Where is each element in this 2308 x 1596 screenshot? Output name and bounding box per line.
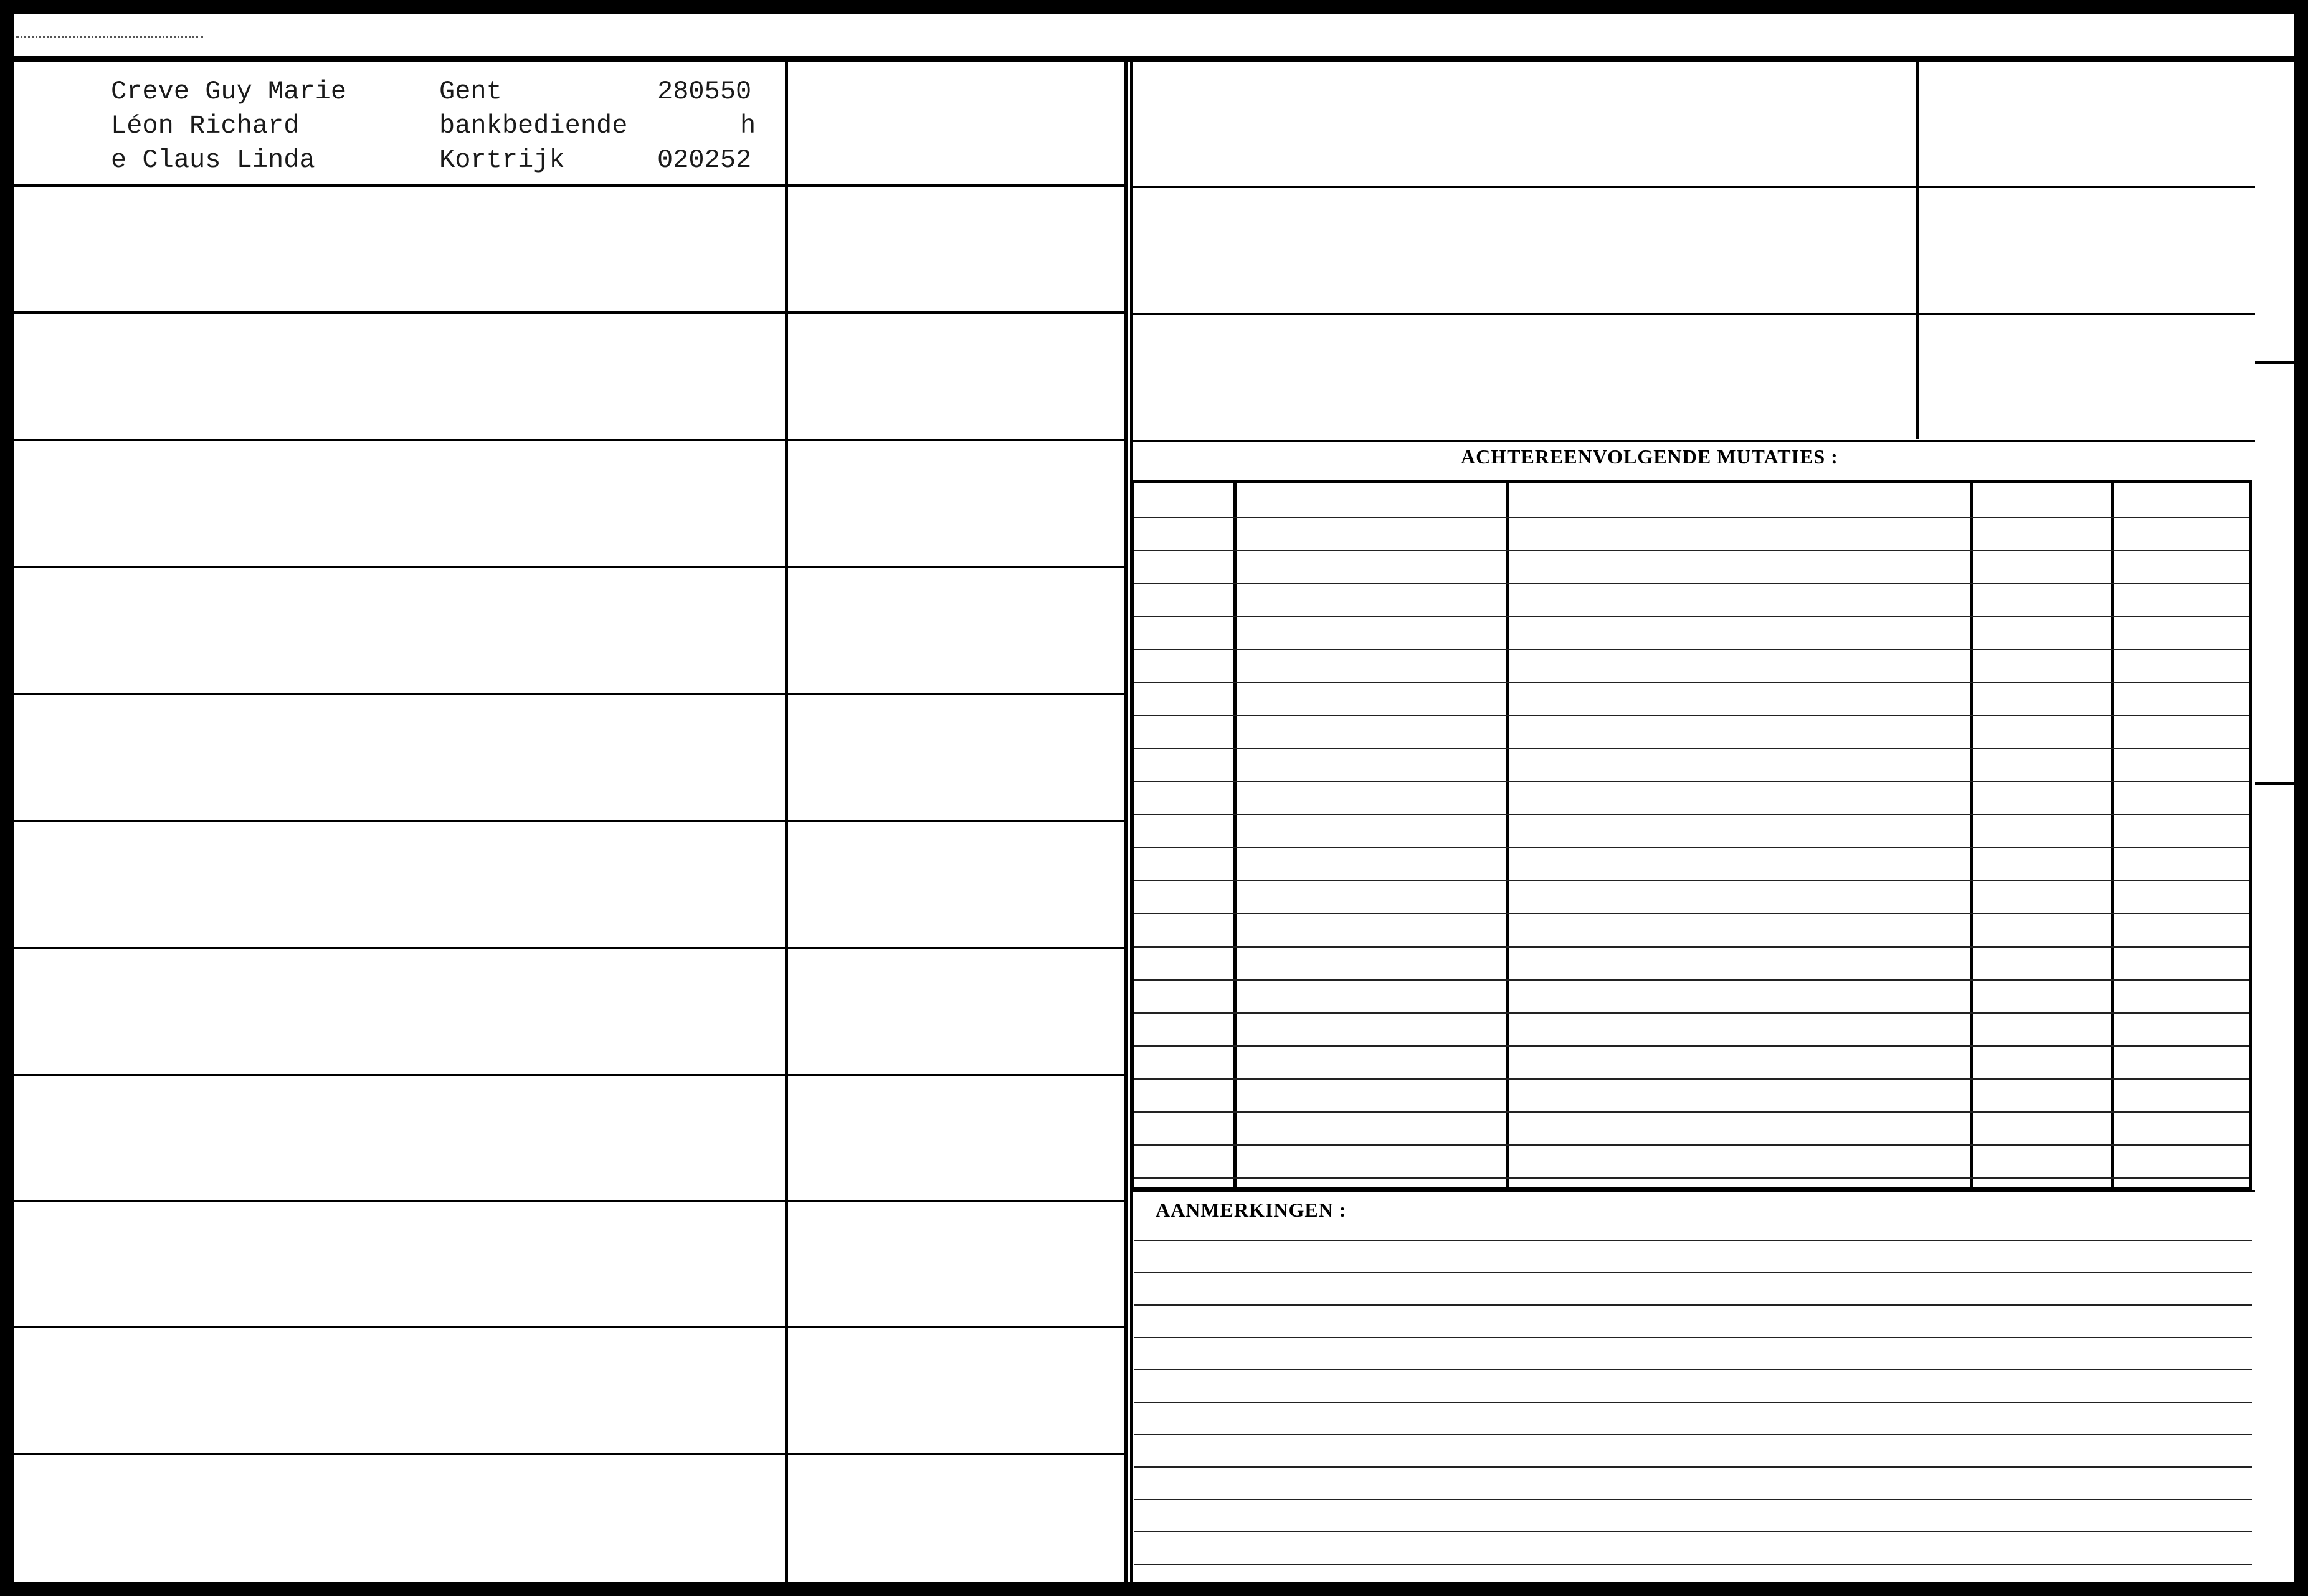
left-row-line [14,184,1128,187]
left-row-line [14,1453,1128,1455]
date-code-1: 280550 [657,77,752,107]
aanmerkingen-heading: AANMERKINGEN : [1156,1199,1347,1221]
mutaties-rule [1134,550,2249,551]
left-row-line [14,1200,1128,1202]
aanmerkingen-rule [1134,1272,2252,1273]
place-line-3: Kortrijk [439,145,565,175]
mutaties-rule [1134,1045,2249,1047]
mutaties-col-divider [1506,480,1509,1190]
mutaties-table [1131,480,2252,1190]
upper-right-row-line [1131,186,2255,188]
aanmerkingen-top-line [1131,1190,2255,1192]
mutaties-rule [1134,517,2249,518]
place-line-1: Gent [439,77,502,107]
aanmerkingen-rule [1134,1304,2252,1306]
left-row-line [14,1326,1128,1328]
left-row-line [14,1074,1128,1076]
mutaties-rule [1134,781,2249,782]
mutaties-rule [1134,1111,2249,1113]
col-divider-2 [1124,62,1128,1582]
edge-tick [2255,782,2294,785]
mutaties-rule [1134,1144,2249,1146]
left-row-line [14,693,1128,695]
mutaties-rule [1134,1012,2249,1014]
top-strip [14,14,2294,62]
aanmerkingen-rule [1134,1434,2252,1435]
mutaties-rule [1134,682,2249,683]
mutaties-rule [1134,847,2249,848]
sex-code: h [740,111,756,141]
upper-right-row-line [1131,440,2255,442]
name-line-2: Léon Richard [111,111,300,141]
col-divider-1 [785,62,788,1582]
upper-right-divider [1916,62,1919,439]
aanmerkingen-rule [1134,1240,2252,1241]
mutaties-rule [1134,979,2249,981]
faded-stamp [16,15,203,38]
left-row-line [14,311,1128,314]
mutaties-rule [1134,814,2249,815]
mutaties-rule [1134,946,2249,948]
mutaties-rule [1134,880,2249,881]
aanmerkingen-rule [1134,1337,2252,1338]
left-row-line [14,820,1128,822]
aanmerkingen-rule [1134,1369,2252,1370]
mutaties-col-divider [1970,480,1973,1190]
mutaties-rule [1134,715,2249,716]
name-line-3: e Claus Linda [111,145,315,175]
edge-tick [2255,361,2294,364]
mutaties-rule [1134,1177,2249,1179]
mutaties-col-divider [1233,480,1237,1190]
mutaties-rule [1134,583,2249,584]
mutaties-heading: ACHTEREENVOLGENDE MUTATIES : [1461,445,1838,468]
aanmerkingen-rule [1134,1499,2252,1500]
mutaties-rule [1134,1078,2249,1080]
left-row-line [14,947,1128,949]
name-line-1: Creve Guy Marie [111,77,347,107]
upper-right-row-line [1131,313,2255,315]
mutaties-rule [1134,748,2249,749]
aanmerkingen-rule [1134,1466,2252,1468]
aanmerkingen-rule [1134,1531,2252,1532]
occupation-line: bankbediende [439,111,628,141]
date-code-2: 020252 [657,145,752,175]
left-row-line [14,439,1128,441]
aanmerkingen-rule [1134,1564,2252,1565]
mutaties-rule [1134,616,2249,617]
mutaties-rule [1134,649,2249,650]
mutaties-rule [1134,913,2249,914]
left-row-line [14,566,1128,568]
aanmerkingen-rule [1134,1402,2252,1403]
mutaties-col-divider [2111,480,2114,1190]
